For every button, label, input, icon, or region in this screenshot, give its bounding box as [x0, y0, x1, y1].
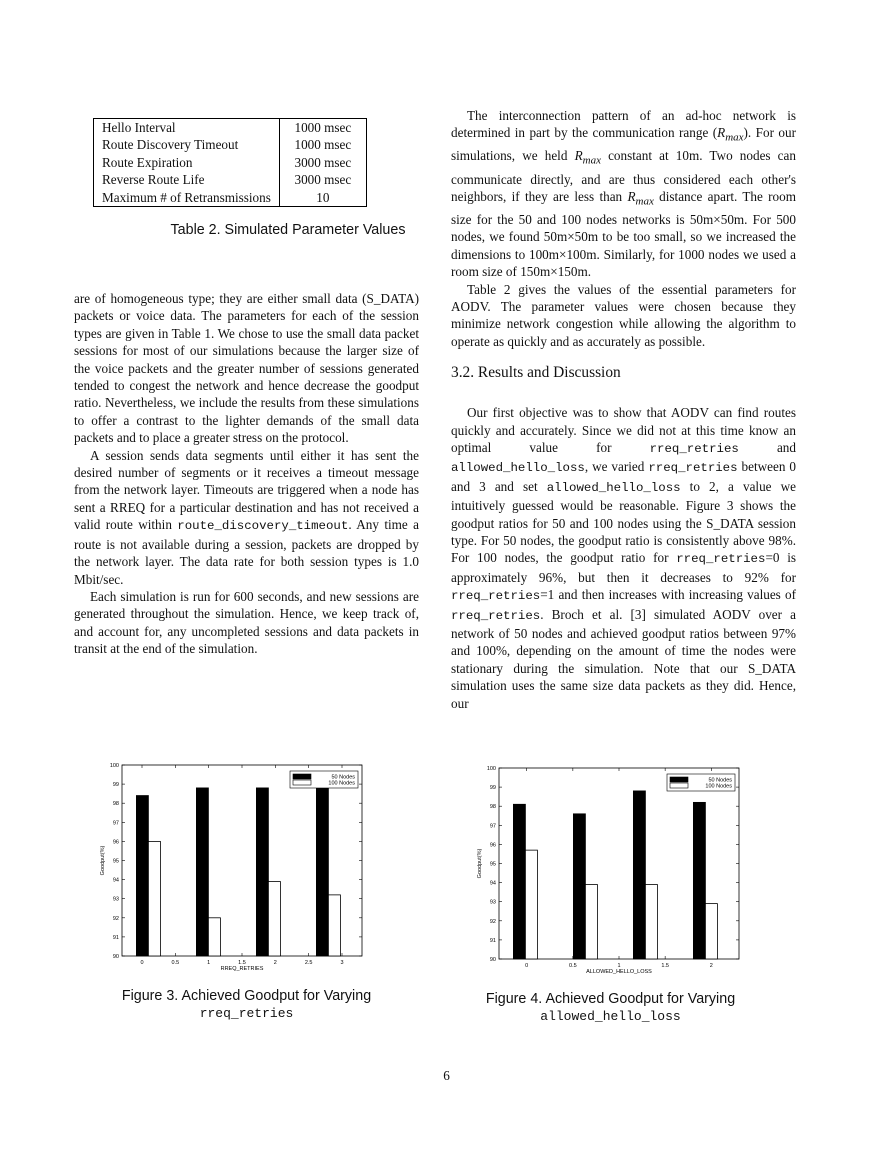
- paragraph: are of homogeneous type; they are either small data (S_DATA) packets or voice data. The parameters for each of the session types are given in Table 1. We chose to use the small data packet sessions for most of our simulations because the larger size of the voice packets and the greater number of sessions generated tended to congest the network and hence decrease the goodput ratio. Nevertheless, we include the results from these simulations to offer a contrast to the lighter demands of the small data packets and to place a greater stress on the protocol.: [74, 291, 419, 446]
- param-value: 3000 msec: [279, 154, 366, 171]
- paragraph: A session sends data segments until either it has sent the desired number of segments or it receives a timeout message from the network layer. Timeouts are triggered when a node has sent a RREQ for a particular destination and has not received a valid route within route_discovery_timeout. Any time a route is not available during a session, packets are dropped by the network layer. The data rate for both session types is 1.0 Mbit/sec.: [74, 447, 419, 587]
- bar-100-nodes: [585, 885, 597, 959]
- left-column: [74, 290, 419, 658]
- param-name: Reverse Route Life: [94, 171, 280, 188]
- table-row: [94, 119, 367, 137]
- figure3-chart: [95, 760, 375, 975]
- param-value: 10: [279, 189, 366, 207]
- table-caption: Table 2. Simulated Parameter Values: [170, 222, 406, 238]
- x-axis-label: ALLOWED_HELLO_LOSS: [586, 969, 652, 975]
- y-axis-label: Goodput(%): [477, 848, 483, 879]
- param-value: 3000 msec: [279, 171, 366, 188]
- y-tick-label: 90: [112, 954, 119, 960]
- bar-50-nodes: [633, 791, 645, 959]
- legend-label: 50 Nodes: [331, 774, 355, 781]
- y-tick-label: 99: [112, 782, 119, 789]
- table-row: [94, 189, 367, 207]
- param-name: Maximum # of Retransmissions: [94, 189, 280, 207]
- bar-100-nodes: [645, 885, 657, 959]
- page-number: 6: [443, 1068, 450, 1083]
- y-tick-label: 97: [112, 820, 119, 827]
- y-tick-label: 97: [489, 823, 496, 830]
- y-tick-label: 98: [112, 801, 119, 808]
- x-tick-label: 1.5: [661, 963, 669, 969]
- figure4-svg: [472, 763, 752, 978]
- table-row: [94, 136, 367, 153]
- bar-50-nodes: [573, 814, 585, 959]
- bar-50-nodes: [196, 788, 208, 956]
- x-tick-label: 2.5: [304, 960, 313, 966]
- legend-swatch: [670, 783, 688, 788]
- x-tick-label: 1: [617, 963, 621, 969]
- paragraph: The interconnection pattern of an ad-hoc network is determined in part by the communication range $(R_{max})$. For our simulations, we held $R_{max}$ constant at 10m. Two nodes can communicate directly, and are thus considered each other's neighbors, if they are less than $R_{max}$ distance apart. The room size for the 50 and 100 nodes networks is 50m×50m. For 500 nodes, we found 50m×50m to be too small, so we increased the dimensions to 100m×100m. Similarly, for 1000 nodes we used a room size of 150m×150m.: [451, 108, 796, 280]
- paragraph: Our first objective was to show that AODV can find routes quickly and accurately. Since we did not at this time know an optimal value for rreq_retries and allowed_hello_loss, we varied rreq_retries between 0 and 3 and set allowed_hello_loss to 2, a value we intuitively guessed would be reasonable. Figure 3 shows the goodput ratios for 50 and 100 nodes using the S_DATA session type. For 50 nodes, the goodput ratio is consistently above 98%. For 100 nodes, the goodput ratio for rreq_retries=0 is approximately 96%, but then it decreases to 92% for rreq_retries=1 and then increases with increasing values of rreq_retries. Broch et al. [3] simulated AODV over a network of 50 nodes and achieved goodput ratios between 97% and 100%, depending on the amount of time the nodes were stationary during the simulation. Note that our S_DATA simulation uses the same size data packets as they did. Hence, our: [451, 405, 797, 711]
- right-column: [451, 107, 796, 712]
- paragraph: Table 2 gives the values of the essential parameters for AODV. The parameter values were chosen because they minimize network congestion while allowing the algorithm to operate as quickly and as accurately as possible.: [451, 281, 796, 349]
- bar-100-nodes: [328, 895, 340, 956]
- x-tick-label: 2: [709, 963, 713, 969]
- bar-50-nodes: [513, 804, 525, 959]
- param-name: Route Discovery Timeout: [94, 136, 280, 153]
- y-tick-label: 91: [112, 934, 119, 941]
- bar-100-nodes: [525, 850, 537, 959]
- x-tick-label: 0: [140, 960, 144, 966]
- y-tick-label: 95: [112, 858, 119, 865]
- x-tick-label: 2: [273, 960, 277, 966]
- code-term: route_discovery_timeout: [177, 519, 349, 534]
- legend-swatch: [293, 774, 311, 779]
- y-tick-label: 98: [489, 804, 496, 811]
- bar-100-nodes: [148, 841, 160, 956]
- bar-100-nodes: [208, 918, 220, 956]
- y-tick-label: 95: [489, 861, 496, 868]
- y-tick-label: 93: [489, 899, 496, 906]
- y-axis-label: Goodput(%): [100, 845, 106, 876]
- bar-100-nodes: [705, 904, 717, 959]
- x-tick-label: 0.5: [569, 963, 577, 969]
- parameter-table: [93, 118, 367, 207]
- y-tick-label: 100: [109, 763, 119, 769]
- legend-swatch: [670, 777, 688, 782]
- legend-label: 100 Nodes: [328, 780, 355, 787]
- section-title: 3.2. Results and Discussion: [451, 364, 621, 382]
- bar-100-nodes: [268, 882, 280, 956]
- y-tick-label: 92: [112, 915, 119, 922]
- y-tick-label: 94: [112, 877, 119, 884]
- legend-label: 50 Nodes: [708, 777, 732, 784]
- y-tick-label: 93: [112, 896, 119, 903]
- y-tick-label: 94: [489, 880, 496, 887]
- x-tick-label: 3: [340, 960, 344, 966]
- y-tick-label: 99: [489, 785, 496, 792]
- y-tick-label: 96: [489, 842, 496, 849]
- y-tick-label: 91: [489, 937, 496, 944]
- table-row: [94, 171, 367, 188]
- legend-swatch: [293, 780, 311, 785]
- param-value: 1000 msec: [279, 136, 366, 153]
- bar-50-nodes: [693, 802, 705, 959]
- figure3-caption: Figure 3. Achieved Goodput for Varying rreq_retries: [121, 988, 372, 1021]
- x-tick-label: 1.5: [238, 960, 246, 966]
- y-tick-label: 96: [112, 839, 119, 846]
- figure4-caption: Figure 4. Achieved Goodput for Varying allowed_hello_loss: [485, 991, 736, 1024]
- figure3-svg: [95, 760, 375, 975]
- param-name: Route Expiration: [94, 154, 280, 171]
- bar-50-nodes: [136, 796, 148, 956]
- x-tick-label: 0: [525, 963, 529, 969]
- y-tick-label: 92: [489, 918, 496, 925]
- bar-50-nodes: [316, 788, 328, 956]
- x-tick-label: 1: [207, 960, 211, 966]
- legend-label: 100 Nodes: [705, 783, 732, 790]
- param-value: 1000 msec: [279, 119, 366, 137]
- figure4-chart: [472, 763, 752, 978]
- bar-50-nodes: [256, 788, 268, 956]
- y-tick-label: 90: [489, 957, 496, 963]
- x-tick-label: 0.5: [171, 960, 180, 966]
- param-name: Hello Interval: [94, 119, 280, 137]
- y-tick-label: 100: [486, 766, 496, 772]
- table-row: [94, 154, 367, 171]
- x-axis-label: RREQ_RETRIES: [220, 966, 264, 972]
- paragraph: Each simulation is run for 600 seconds, and new sessions are generated throughout the simulation. Hence, we keep track of, and account for, any uncompleted sessions and data packets in transit at the end of the simulation.: [74, 588, 419, 657]
